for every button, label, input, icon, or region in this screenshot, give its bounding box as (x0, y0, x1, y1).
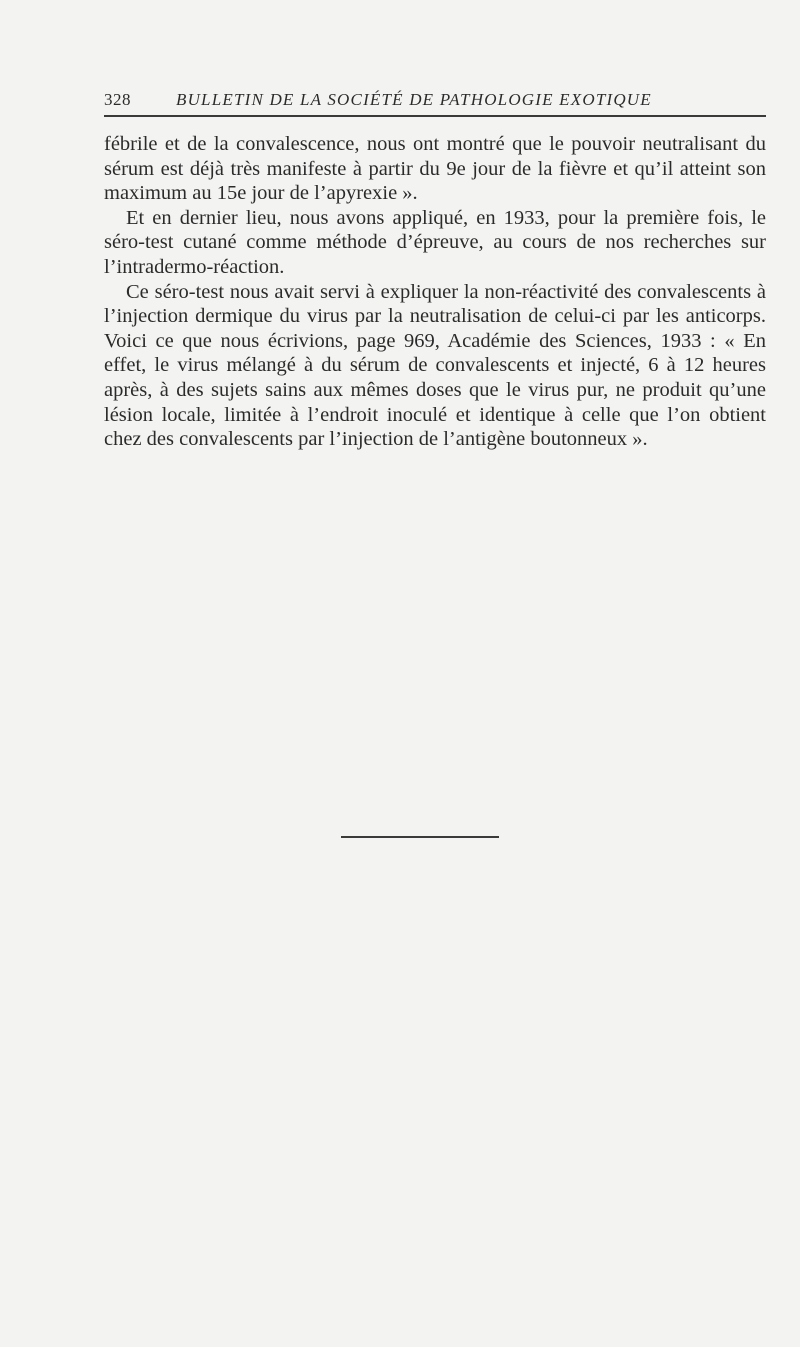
journal-title: BULLETIN DE LA SOCIÉTÉ DE PATHOLOGIE EXOTIQUE (176, 90, 652, 109)
running-header (104, 88, 766, 114)
body-text (104, 132, 766, 452)
page-number: 328 (104, 90, 131, 109)
paragraph: Et en dernier lieu, nous avons appliqué, en 1933, pour la première fois, le séro-test cutané comme méthode d’épreuve, au cours de nos recherches sur l’intradermo-réaction. (104, 206, 766, 278)
section-end-rule (341, 836, 499, 838)
paragraph-continued: fébrile et de la convalescence, nous ont montré que le pouvoir neutralisant du sérum est déjà très manifeste à partir du 9e jour de la fièvre et qu’il atteint son maximum au 15e jour de l’apyrexie ». (104, 133, 766, 205)
header-rule (104, 115, 766, 117)
paragraph: Ce séro-test nous avait servi à expliquer la non-réactivité des convalescents à l’injection dermique du virus par la neutralisation de celui-ci par les anticorps. Voici ce que nous écrivions, page 969, Académie des Sciences, 1933 : « En effet, le virus mélangé à du sérum de convalescents et injecté, 6 à 12 heures après, à des sujets sains aux mêmes doses que le virus pur, ne produit qu’une lésion locale, limitée à l’endroit inoculé et identique à celle que l’on obtient chez des convalescents par l’injection de l’antigène boutonneux ». (104, 280, 766, 451)
